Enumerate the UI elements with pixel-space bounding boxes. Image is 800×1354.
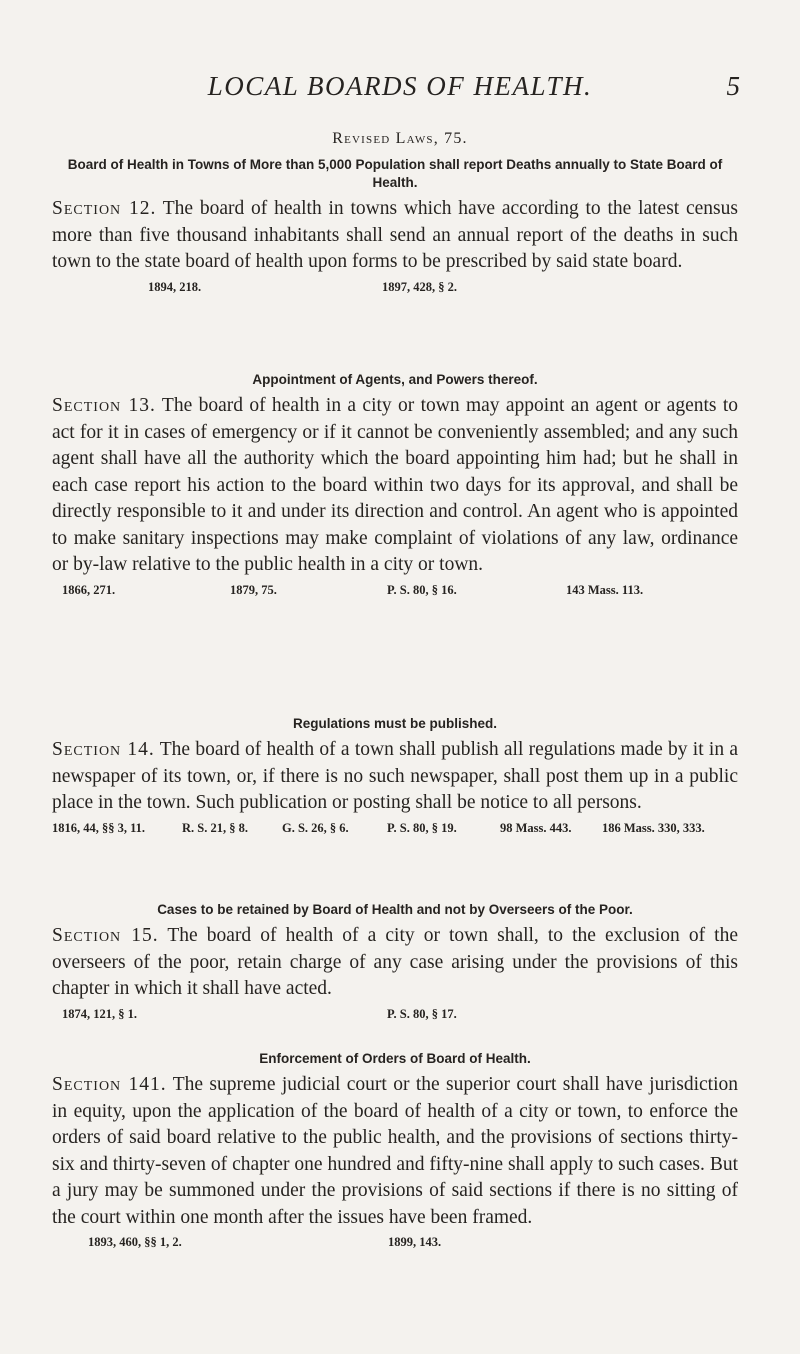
section-12-heading: Board of Health in Towns of More than 5,000 Population shall report Deaths annually to State Board of Health. bbox=[67, 157, 723, 190]
citation: 1894, 218. bbox=[148, 279, 202, 294]
citation: 1879, 75. bbox=[230, 582, 277, 597]
section-141-body bbox=[52, 1072, 738, 1231]
section-12-text: The board of health in towns which have according to the latest census more than five thousand inhabitants shall send an annual report of the deaths in such town to the state board of health upon forms to be prescribed by said state board. bbox=[52, 198, 738, 272]
citation: R. S. 21, § 8. bbox=[182, 820, 248, 835]
citation: P. S. 80, § 19. bbox=[387, 820, 457, 835]
citation: G. S. 26, § 6. bbox=[282, 820, 349, 835]
section-15-body bbox=[52, 923, 738, 1003]
section-141 bbox=[52, 1050, 738, 1251]
citation: 1893, 460, §§ 1, 2. bbox=[88, 1235, 182, 1249]
section-13 bbox=[52, 371, 738, 599]
section-12-body bbox=[52, 196, 738, 276]
section-13-body bbox=[52, 393, 738, 579]
section-14-citations bbox=[52, 819, 738, 837]
section-14-heading: Regulations must be published. bbox=[292, 716, 498, 731]
citation: P. S. 80, § 17. bbox=[387, 1006, 457, 1021]
section-12 bbox=[52, 156, 738, 296]
citation: 186 Mass. 330, 333. bbox=[602, 820, 705, 835]
citation: 143 Mass. 113. bbox=[566, 582, 644, 597]
citation: 98 Mass. 443. bbox=[500, 820, 572, 835]
section-15-label: Section 15. bbox=[52, 925, 159, 946]
section-12-label: Section 12. bbox=[52, 198, 157, 219]
citation: P. S. 80, § 16. bbox=[387, 582, 457, 597]
section-141-text: The supreme judicial court or the superior court shall have jurisdiction in equity, upon the application of the board of health of a city or town, to enforce the orders of said board relative to the public health, and the provisions of sections thirty-six and thirty-seven of chapter one hundred and fifty-nine shall apply to such cases. But a jury may be summoned under the provisions of said sections if there is no sitting of the court within one month after the issues have been framed. bbox=[52, 1074, 739, 1228]
citation: 1874, 121, § 1. bbox=[62, 1006, 137, 1021]
section-141-heading: Enforcement of Orders of Board of Health. bbox=[259, 1051, 531, 1066]
citation: 1899, 143. bbox=[388, 1235, 442, 1249]
running-title: LOCAL BOARDS OF HEALTH. bbox=[207, 71, 593, 101]
section-13-label: Section 13. bbox=[52, 395, 156, 416]
section-14-label: Section 14. bbox=[52, 739, 155, 760]
running-head bbox=[0, 66, 800, 106]
page-number: 5 bbox=[726, 71, 740, 101]
section-15-citations bbox=[52, 1005, 738, 1023]
section-14-text: The board of health of a town shall publish all regulations made by it in a newspaper of its town, or, if there is no such newspaper, shall post them up in a public place in the town. Such publication or posting shall be notice to all persons. bbox=[52, 739, 738, 813]
section-14 bbox=[52, 715, 738, 837]
citation: 1816, 44, §§ 3, 11. bbox=[52, 820, 146, 835]
book-title: Revised Laws, 75. bbox=[332, 130, 468, 147]
section-13-text: The board of health in a city or town may appoint an agent or agents to act for it in cases of emergency or if it cannot be conveniently assembled; and any such agent shall have all the authority which the board appointing him had; but he shall in each case report his action to the board within two days for its approval, and shall be directly responsible to it and under its direction and control. An agent who is appointed to make sanitary inspections may make complaint of violations of any law, ordinance or by-law relative to the public health in a city or town. bbox=[52, 395, 738, 575]
section-13-heading: Appointment of Agents, and Powers thereof. bbox=[252, 372, 538, 387]
section-12-citations bbox=[52, 278, 738, 296]
section-14-body bbox=[52, 737, 738, 817]
section-15-heading: Cases to be retained by Board of Health and not by Overseers of the Poor. bbox=[157, 902, 633, 917]
section-15-text: The board of health of a city or town shall, to the exclusion of the overseers of the poor, retain charge of any case arising under the provisions of this chapter in which it shall have acted. bbox=[52, 925, 739, 999]
citation: 1897, 428, § 2. bbox=[382, 279, 457, 294]
citation: 1866, 271. bbox=[62, 582, 116, 597]
section-15 bbox=[52, 901, 738, 1023]
section-141-label: Section 141. bbox=[52, 1074, 167, 1095]
section-141-citations bbox=[52, 1233, 738, 1251]
section-13-citations bbox=[52, 581, 738, 599]
